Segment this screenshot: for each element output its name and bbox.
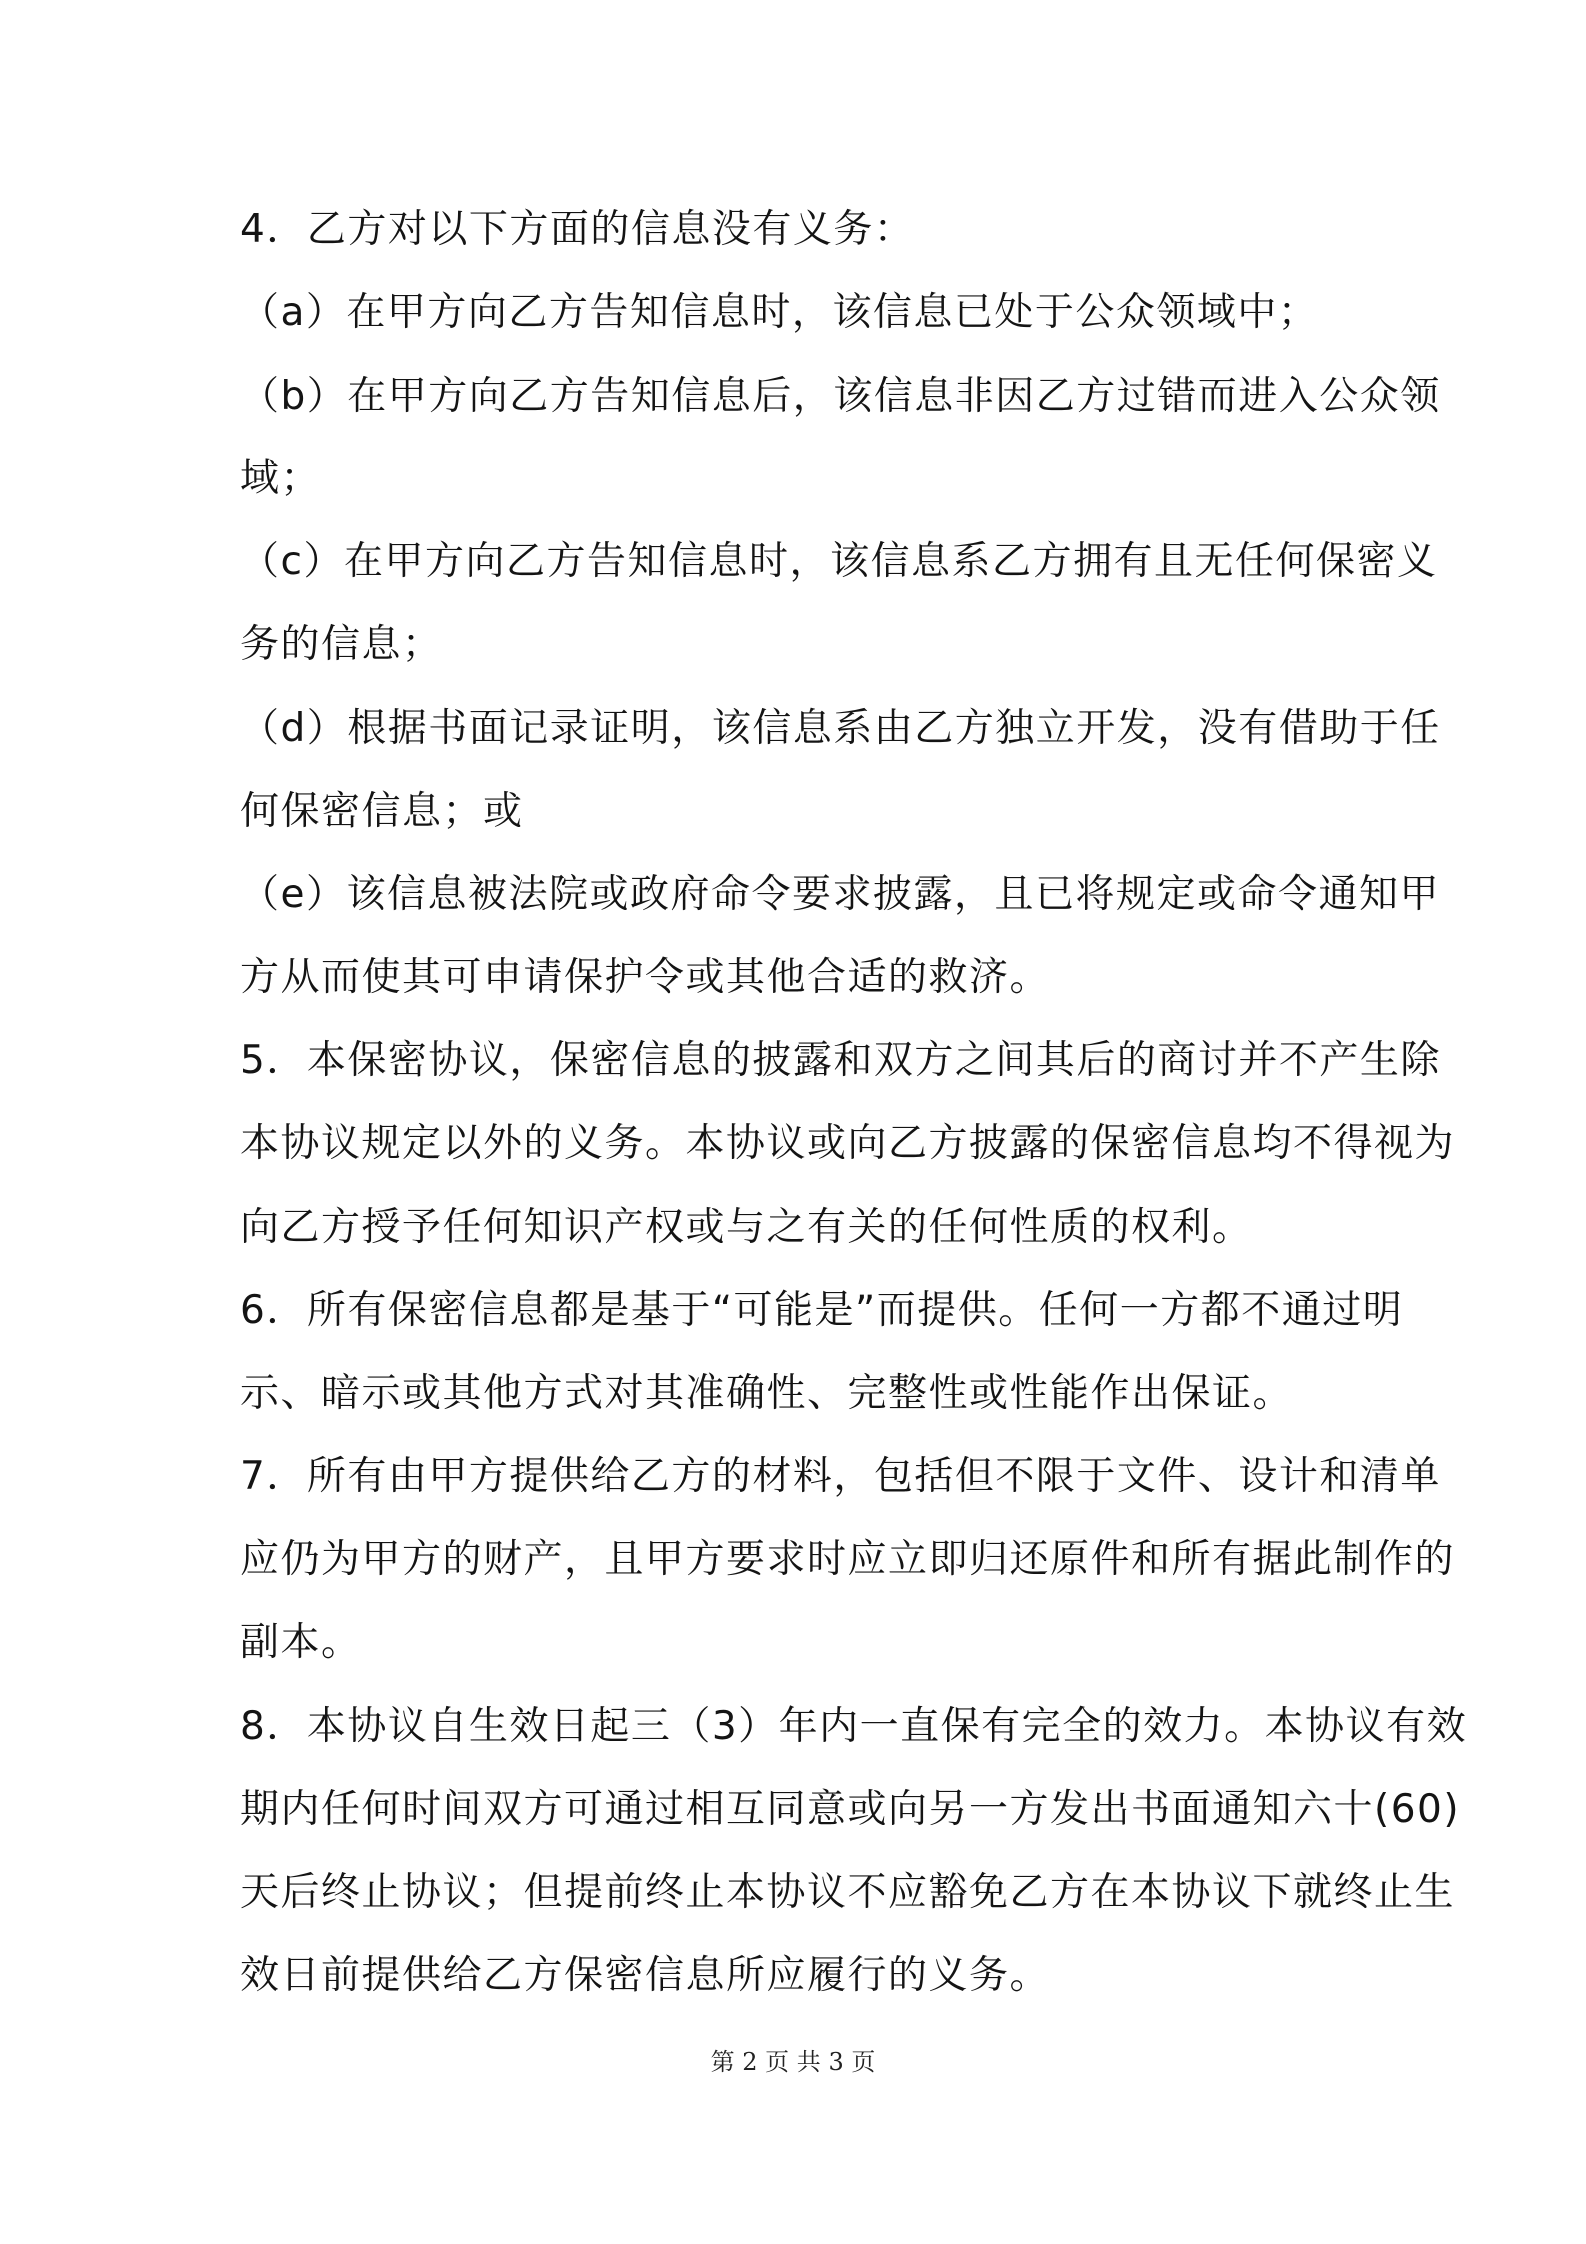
text-line: 5．本保密协议，保密信息的披露和双方之间其后的商讨并不产生除 <box>240 1038 1441 1083</box>
text-line: 应仍为甲方的财产，且甲方要求时应立即归还原件和所有据此制作的 <box>240 1537 1456 1582</box>
text-line: 何保密信息；或 <box>240 789 524 834</box>
text-line: 方从而使其可申请保护令或其他合适的救济。 <box>240 955 1051 1000</box>
text-line: 7．所有由甲方提供给乙方的材料，包括但不限于文件、设计和清单 <box>240 1454 1441 1499</box>
text-line: 务的信息； <box>240 622 443 667</box>
text-line: 6．所有保密信息都是基于“可能是”而提供。任何一方都不通过明 <box>240 1288 1404 1333</box>
text-line: 向乙方授予任何知识产权或与之有关的任何性质的权利。 <box>240 1205 1253 1250</box>
text-line: （c）在甲方向乙方告知信息时，该信息系乙方拥有且无任何保密义 <box>240 539 1438 584</box>
text-line: 域； <box>240 456 322 501</box>
text-line: （d）根据书面记录证明，该信息系由乙方独立开发，没有借助于任 <box>240 706 1441 751</box>
text-line: 效日前提供给乙方保密信息所应履行的义务。 <box>240 1953 1051 1998</box>
text-line: （a）在甲方向乙方告知信息时，该信息已处于公众领域中； <box>240 290 1319 335</box>
page-number-footer: 第 2 页 共 3 页 <box>710 2048 876 2076</box>
text-line: 期内任何时间双方可通过相互同意或向另一方发出书面通知六十(60) <box>240 1787 1461 1832</box>
text-line: 副本。 <box>240 1620 362 1665</box>
text-line: （e）该信息被法院或政府命令要求披露，且已将规定或命令通知甲 <box>240 872 1440 917</box>
text-line: 8．本协议自生效日起三（3）年内一直保有完全的效力。本协议有效 <box>240 1704 1468 1749</box>
text-line: （b）在甲方向乙方告知信息后，该信息非因乙方过错而进入公众领 <box>240 374 1441 419</box>
text-line: 4．乙方对以下方面的信息没有义务： <box>240 207 915 252</box>
text-line: 天后终止协议；但提前终止本协议不应豁免乙方在本协议下就终止生 <box>240 1870 1456 1915</box>
text-line: 示、暗示或其他方式对其准确性、完整性或性能作出保证。 <box>240 1371 1294 1416</box>
text-line: 本协议规定以外的义务。本协议或向乙方披露的保密信息均不得视为 <box>240 1121 1456 1166</box>
